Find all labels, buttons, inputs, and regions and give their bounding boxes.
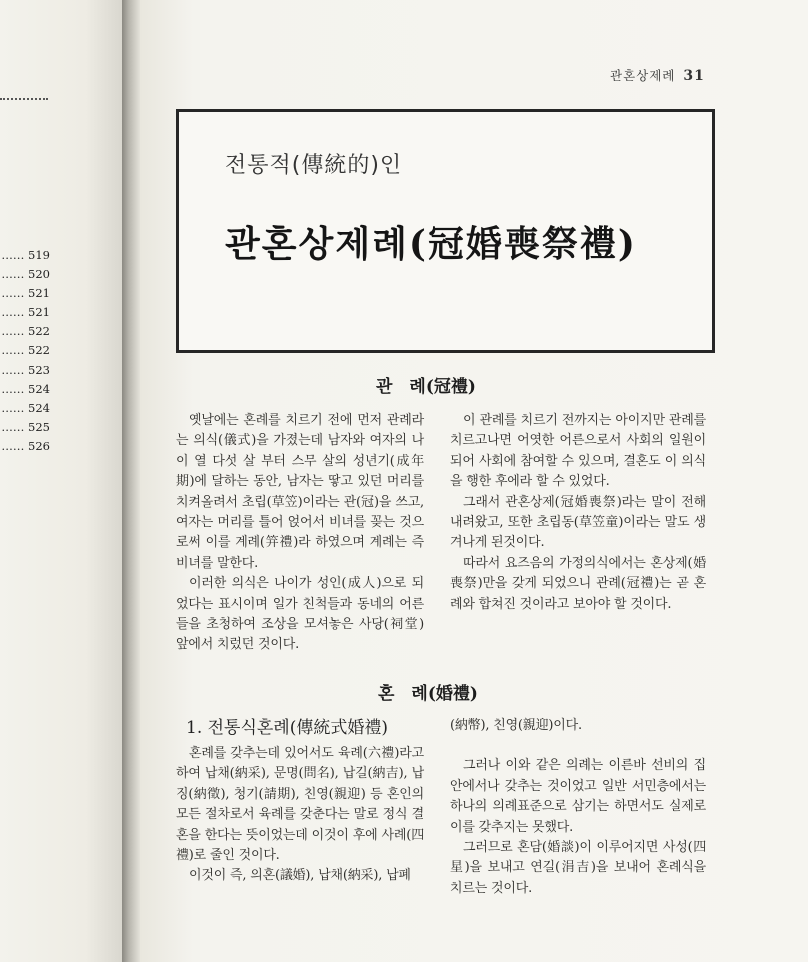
toc-number: …… 526 [1,438,50,453]
toc-number: …… 521 [1,286,50,301]
toc-number: …… 524 [1,400,50,415]
paragraph: 이 관례를 치르기 전까지는 아이지만 관례를 치르고나면 어엿한 어른으로서 사회의 일원이 되어 사회에 참여할 수 있으며, 결혼도 이 의식을 행한 후에라 할 수 있었다. [450,413,706,490]
toc-number: …… 525 [1,419,50,434]
toc-number: …… 521 [1,305,50,320]
section-heading-honrye: 혼 례(婚禮) [378,684,478,704]
section-heading-gwanrye: 관 례(冠禮) [376,377,476,397]
paragraph: (納幣), 친영(親迎)이다. [450,718,582,733]
honrye-column-right [450,716,706,899]
paragraph: 그러나 이와 같은 의례는 이른바 선비의 집안에서나 갖추는 것이었고 일반 서민층에서는 하나의 의례표준으로 삼기는 하면서도 실제로 이를 갖추지는 못했다. [450,758,706,835]
title-main: 관혼상제례(冠婚喪祭禮) [225,223,637,265]
paragraph: 따라서 요즈음의 가정의식에서는 혼상제(婚喪祭)만을 갖게 되었으니 관례(冠禮)는 곧 혼례와 합쳐진 것이라고 보아야 할 것이다. [450,555,706,612]
book-gutter [122,0,140,962]
paragraph: 그래서 관혼상제(冠婚喪祭)라는 말이 전해 내려왔고, 또한 초립동(草笠童)이라는 말도 생겨나게 된것이다. [450,494,706,551]
running-head [610,66,705,84]
dotted-rule [0,98,48,100]
toc-number: …… 522 [1,343,50,358]
toc-number: …… 522 [1,324,50,339]
right-page [140,0,808,962]
paragraph: 이러한 의식은 나이가 성인(成人)으로 되었다는 표시이며 일가 친척들과 동네의 어른들을 초청하여 조상을 모셔놓은 사당(祠堂) 앞에서 치렀던 것이다. [176,576,424,653]
toc-number: …… 524 [1,381,50,396]
left-page [0,0,122,962]
gwanrye-column-left [176,411,424,656]
paragraph: 혼례를 갖추는데 있어서도 육례(六禮)라고 하여 납채(納采), 문명(問名), 납길(納吉), 납징(納徵), 청기(請期), 친영(親迎) 등 혼인의 모든 절차로서 육례를 갖춘다는 말로 정식 결혼을 한다는 뜻이었는데 이것이 후에 사례(四禮)로 줄인 것이다. [176,746,424,864]
paragraph: 그러므로 혼담(婚談)이 이루어지면 사성(四星)을 보내고 연길(涓吉)을 보내어 혼례식을 치르는 것이다. [450,840,706,896]
honrye-column-left [176,744,424,887]
title-box [176,109,715,353]
gwanrye-column-right [450,411,706,615]
subheading: 1. 전통식혼례(傳統式婚禮) [186,718,388,738]
running-title: 관혼상제례 [610,68,676,83]
toc-number: …… 520 [1,267,50,282]
toc-number-list [0,246,50,456]
paragraph: 옛날에는 혼례를 치르기 전에 먼저 관례라는 의식(儀式)을 가졌는데 남자와 여자의 나이 열 다섯 살 부터 스무 살의 성년기(成年期)에 달하는 동안, 남자는 땋고 있던 머리를 치켜올려서 초립(草笠)이라는 관(冠)을 쓰고, 여자는 머리를 틀어 얹어서 비녀를 꽂는 것으로써 이를 계례(笄禮)라 하였으며 계례는 즉 비녀를 말한다. [176,413,424,571]
paragraph: 이것이 즉, 의혼(議婚), 납채(納采), 납폐 [189,868,411,884]
toc-number: …… 523 [1,362,50,377]
title-subtitle: 전통적(傳統的)인 [225,153,403,178]
page-number: 31 [683,68,705,84]
toc-number: …… 519 [1,248,50,262]
